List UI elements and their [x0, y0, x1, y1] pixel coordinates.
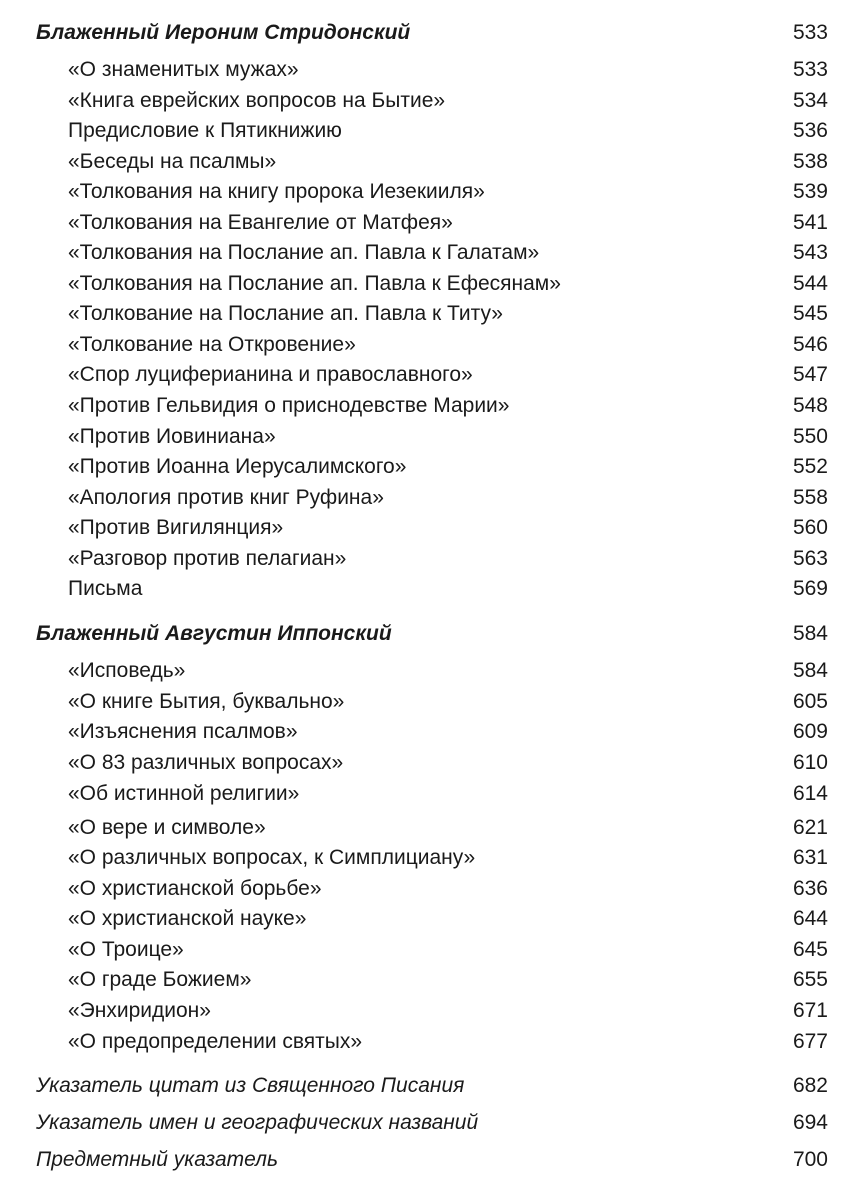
- entry-title: «Беседы на псалмы»: [68, 150, 277, 173]
- entry-title: «Об истинной религии»: [68, 782, 300, 805]
- page-number: 560: [792, 516, 828, 539]
- toc-entry[interactable]: [0, 329, 864, 361]
- entry-title: «Книга еврейских вопросов на Бытие»: [68, 89, 446, 112]
- toc-entry[interactable]: [0, 812, 864, 844]
- entry-title: «Толкования на Послание ап. Павла к Галатам»: [68, 241, 540, 264]
- toc-entry[interactable]: [0, 176, 864, 208]
- toc-entry[interactable]: [0, 390, 864, 422]
- toc-entry[interactable]: [0, 207, 864, 239]
- toc-entry[interactable]: [0, 421, 864, 453]
- page-number: 644: [792, 907, 828, 930]
- toc-entry[interactable]: [0, 655, 864, 687]
- index-title: Указатель имен и географических названий: [36, 1111, 479, 1134]
- toc-entry[interactable]: [0, 842, 864, 874]
- page-number: 547: [792, 363, 828, 386]
- toc-index-subject[interactable]: [0, 1144, 864, 1176]
- page-number: 563: [792, 547, 828, 570]
- toc-entry[interactable]: [0, 778, 864, 810]
- entry-title: «Толкование на Послание ап. Павла к Титу»: [68, 302, 503, 325]
- page-number: 636: [792, 877, 828, 900]
- entry-title: «О Троице»: [68, 938, 184, 961]
- page-number: 541: [792, 211, 828, 234]
- entry-title: «Энхиридион»: [68, 999, 211, 1022]
- toc-entry[interactable]: [0, 359, 864, 391]
- entry-title: «Толкования на Евангелие от Матфея»: [68, 211, 453, 234]
- entry-title: «О вере и символе»: [68, 816, 266, 839]
- page-number: 539: [792, 180, 828, 203]
- entry-title: «Апология против книг Руфина»: [68, 486, 384, 509]
- entry-title: «Против Гельвидия о приснодевстве Марии»: [68, 394, 510, 417]
- page-number: 569: [792, 577, 828, 600]
- page-number: 534: [792, 89, 828, 112]
- page-number: 584: [792, 659, 828, 682]
- entry-title: «Толкования на книгу пророка Иезекииля»: [68, 180, 485, 203]
- page-number: 552: [792, 455, 828, 478]
- toc-entry[interactable]: [0, 115, 864, 147]
- toc-index-scripture[interactable]: [0, 1070, 864, 1102]
- page-number: 655: [792, 968, 828, 991]
- toc-entry[interactable]: [0, 298, 864, 330]
- toc-entry[interactable]: [0, 964, 864, 996]
- page-number: 621: [792, 816, 828, 839]
- page-number: 536: [792, 119, 828, 142]
- toc-entry[interactable]: [0, 451, 864, 483]
- entry-title: «О граде Божием»: [68, 968, 252, 991]
- page-number: 533: [792, 58, 828, 81]
- page-number: 609: [792, 720, 828, 743]
- toc-entry[interactable]: [0, 934, 864, 966]
- page-number: 584: [792, 622, 828, 645]
- toc-entry[interactable]: [0, 54, 864, 86]
- toc-entry[interactable]: [0, 482, 864, 514]
- section-heading-jerome[interactable]: [0, 17, 864, 49]
- page-number: 538: [792, 150, 828, 173]
- toc-entry[interactable]: [0, 237, 864, 269]
- page-number: 694: [792, 1111, 828, 1134]
- entry-title: «О предопределении святых»: [68, 1030, 363, 1053]
- page-number: 545: [792, 302, 828, 325]
- page-number: 533: [792, 21, 828, 44]
- index-title: Указатель цитат из Священного Писания: [36, 1074, 465, 1097]
- page-number: 645: [792, 938, 828, 961]
- toc-entry[interactable]: [0, 85, 864, 117]
- toc-index-names[interactable]: [0, 1107, 864, 1139]
- index-title: Предметный указатель: [36, 1148, 279, 1171]
- page-number: 544: [792, 272, 828, 295]
- entry-title: Предисловие к Пятикнижию: [68, 119, 342, 142]
- toc-entry[interactable]: [0, 1026, 864, 1058]
- entry-title: «Против Вигилянция»: [68, 516, 284, 539]
- entry-title: «Разговор против пелагиан»: [68, 547, 347, 570]
- section-title: Блаженный Августин Иппонский: [36, 622, 392, 645]
- toc-entry[interactable]: [0, 995, 864, 1027]
- entry-title: «О 83 различных вопросах»: [68, 751, 344, 774]
- page-number: 610: [792, 751, 828, 774]
- toc-entry[interactable]: [0, 747, 864, 779]
- entry-title: «О христианской борьбе»: [68, 877, 322, 900]
- toc-entry[interactable]: [0, 268, 864, 300]
- page-number: 677: [792, 1030, 828, 1053]
- entry-title: «О знаменитых мужах»: [68, 58, 299, 81]
- entry-title: «Толкования на Послание ап. Павла к Ефесянам»: [68, 272, 561, 295]
- toc-entry[interactable]: [0, 573, 864, 605]
- page-number: 631: [792, 846, 828, 869]
- page-number: 682: [792, 1074, 828, 1097]
- toc-entry[interactable]: [0, 716, 864, 748]
- page-number: 543: [792, 241, 828, 264]
- entry-title: «О христианской науке»: [68, 907, 307, 930]
- page-number: 605: [792, 690, 828, 713]
- page-number: 546: [792, 333, 828, 356]
- entry-title: Письма: [68, 577, 143, 600]
- page-number: 671: [792, 999, 828, 1022]
- entry-title: «Спор луциферианина и православного»: [68, 363, 473, 386]
- entry-title: «Исповедь»: [68, 659, 186, 682]
- entry-title: «Против Иовиниана»: [68, 425, 276, 448]
- toc-entry[interactable]: [0, 512, 864, 544]
- toc-entry[interactable]: [0, 903, 864, 935]
- entry-title: «О книге Бытия, буквально»: [68, 690, 345, 713]
- entry-title: «Изъяснения псалмов»: [68, 720, 298, 743]
- toc-entry[interactable]: [0, 686, 864, 718]
- page-number: 548: [792, 394, 828, 417]
- section-title: Блаженный Иероним Стридонский: [36, 21, 411, 44]
- toc-entry[interactable]: [0, 543, 864, 575]
- page-number: 550: [792, 425, 828, 448]
- entry-title: «О различных вопросах, к Симплициану»: [68, 846, 476, 869]
- page-number: 558: [792, 486, 828, 509]
- toc-entry[interactable]: [0, 146, 864, 178]
- section-heading-augustine[interactable]: [0, 618, 864, 650]
- page-number: 700: [792, 1148, 828, 1171]
- entry-title: «Толкование на Откровение»: [68, 333, 356, 356]
- page-number: 614: [792, 782, 828, 805]
- toc-entry[interactable]: [0, 873, 864, 905]
- entry-title: «Против Иоанна Иерусалимского»: [68, 455, 407, 478]
